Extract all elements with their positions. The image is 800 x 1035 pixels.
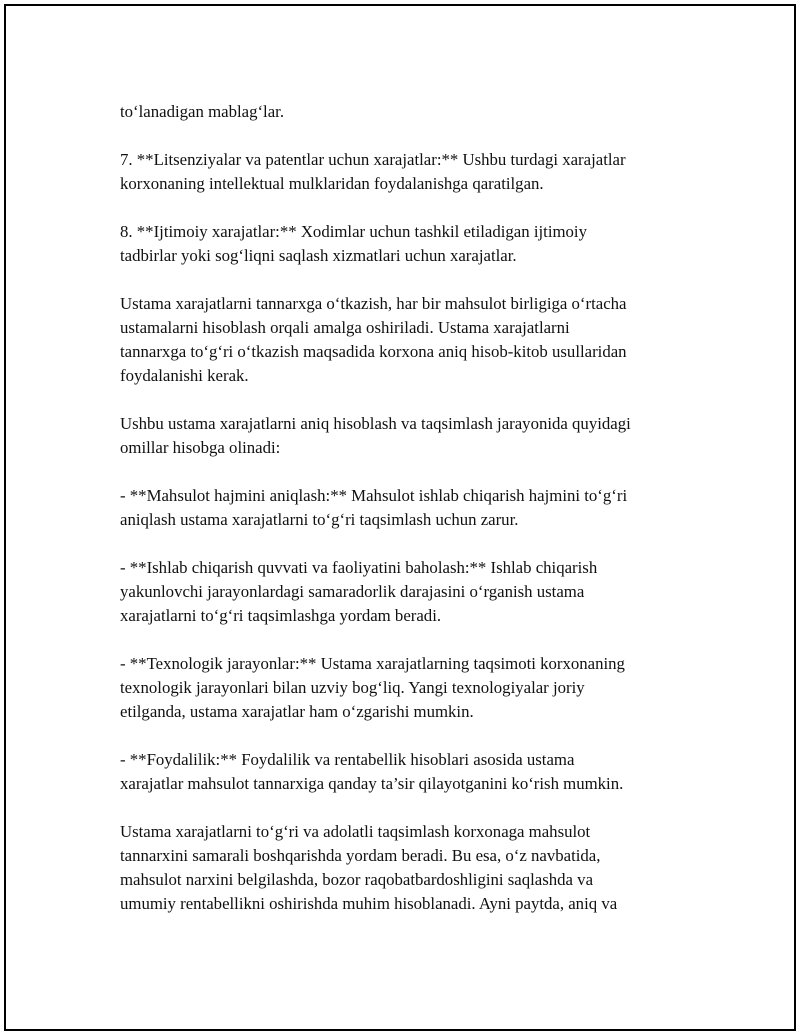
paragraph — [120, 412, 690, 460]
text-line: korxonaning intellektual mulklaridan foydalanishga qaratilgan. — [120, 174, 544, 193]
text-line: tannarxini samarali boshqarishda yordam beradi. Bu esa, o‘z navbatida, — [120, 846, 601, 865]
text-line: xarajatlarni to‘g‘ri taqsimlashga yordam beradi. — [120, 606, 442, 625]
text-line: ustamalarni hisoblash orqali amalga oshiriladi. Ustama xarajatlarni — [120, 318, 570, 337]
paragraph — [120, 292, 690, 388]
text-line: 8. **Ijtimoiy xarajatlar:** Xodimlar uchun tashkil etiladigan ijtimoiy — [120, 222, 587, 241]
text-line: aniqlash ustama xarajatlarni to‘g‘ri taqsimlash uchun zarur. — [120, 510, 519, 529]
text-line: texnologik jarayonlari bilan uzviy bog‘liq. Yangi texnologiyalar joriy — [120, 678, 585, 697]
text-line: Ustama xarajatlarni to‘g‘ri va adolatli taqsimlash korxonaga mahsulot — [120, 822, 591, 841]
paragraph — [120, 484, 690, 532]
text-line: 7. **Litsenziyalar va patentlar uchun xarajatlar:** Ushbu turdagi xarajatlar — [120, 150, 626, 169]
text-line: - **Ishlab chiqarish quvvati va faoliyatini baholash:** Ishlab chiqarish — [120, 558, 598, 577]
text-line: to‘lanadigan mablag‘lar. — [120, 102, 285, 121]
text-line: - **Texnologik jarayonlar:** Ustama xarajatlarning taqsimoti korxonaning — [120, 654, 625, 673]
text-line: umumiy rentabellikni oshirishda muhim hisoblanadi. Ayni paytda, aniq va — [120, 894, 618, 913]
text-line: mahsulot narxini belgilashda, bozor raqobatbardoshligini saqlashda va — [120, 870, 594, 889]
text-line: etilganda, ustama xarajatlar ham o‘zgarishi mumkin. — [120, 702, 474, 721]
text-line: - **Foydalilik:** Foydalilik va rentabellik hisoblari asosida ustama — [120, 750, 575, 769]
text-line: tannarxga to‘g‘ri o‘tkazish maqsadida korxona aniq hisob-kitob usullaridan — [120, 342, 627, 361]
text-line: tadbirlar yoki sog‘liqni saqlash xizmatlari uchun xarajatlar. — [120, 246, 517, 265]
paragraph — [120, 652, 690, 724]
document-page — [4, 4, 796, 1031]
paragraph — [120, 556, 690, 628]
paragraph — [120, 220, 690, 268]
paragraph — [120, 148, 690, 196]
text-line: foydalanishi kerak. — [120, 366, 249, 385]
text-line: Ushbu ustama xarajatlarni aniq hisoblash va taqsimlash jarayonida quyidagi — [120, 414, 631, 433]
text-line: yakunlovchi jarayonlardagi samaradorlik darajasini o‘rganish ustama — [120, 582, 585, 601]
text-line: xarajatlar mahsulot tannarxiga qanday ta’sir qilayotganini ko‘rish mumkin. — [120, 774, 624, 793]
paragraph — [120, 748, 690, 796]
text-line: Ustama xarajatlarni tannarxga o‘tkazish, har bir mahsulot birligiga o‘rtacha — [120, 294, 627, 313]
text-line: - **Mahsulot hajmini aniqlash:** Mahsulot ishlab chiqarish hajmini to‘g‘ri — [120, 486, 628, 505]
text-line: omillar hisobga olinadi: — [120, 438, 281, 457]
paragraph — [120, 100, 690, 124]
paragraph — [120, 820, 690, 916]
document-body — [120, 100, 690, 940]
